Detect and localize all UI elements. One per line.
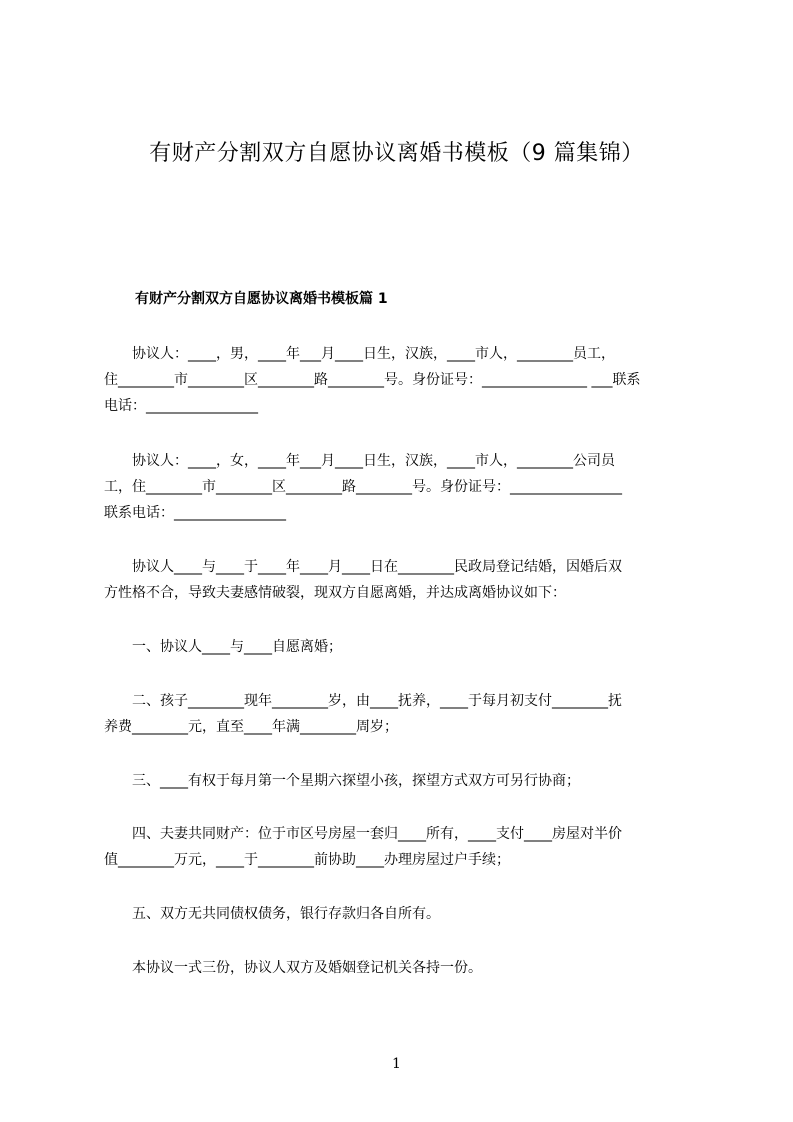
paragraph-party-male xyxy=(104,341,700,419)
paragraph-line: 五、双方无共同债权债务，银行存款归各自所有。 xyxy=(104,906,440,922)
section-heading: 有财产分割双方自愿协议离婚书模板篇 1 xyxy=(135,291,388,307)
paragraph-line: 住________市________区________路________号。身份证号：_______________ ___联系 xyxy=(104,372,641,388)
paragraph-line: 本协议一式三份，协议人双方及婚姻登记机关各持一份。 xyxy=(104,960,482,976)
paragraph-marriage-background xyxy=(104,554,700,606)
paragraph-line: 值________万元，____于________前协助____办理房屋过户手续； xyxy=(104,852,510,868)
paragraph-party-female xyxy=(104,448,700,526)
paragraph-line: 电话：________________ xyxy=(104,398,258,414)
paragraph-line: 养费________元，直至____年满________周岁； xyxy=(104,719,398,735)
paragraph-line: 联系电话：________________ xyxy=(104,505,286,521)
paragraph-line: 协议人____与____于____年____月____日在________民政局登记结婚，因婚后双 xyxy=(104,559,622,575)
paragraph-line: 工，住________市________区________路________号。身份证号：________________ xyxy=(104,479,622,495)
paragraph-line: 一、协议人____与____自愿离婚； xyxy=(104,639,342,655)
paragraph-line: 方性格不合，导致夫妻感情破裂，现双方自愿离婚，并达成离婚协议如下： xyxy=(104,585,566,601)
clause-1 xyxy=(104,634,700,660)
paragraph-line: 协议人：____，男，____年___月____日生，汉族，____市人，________员工， xyxy=(104,346,615,362)
paragraph-line: 协议人：____，女，____年___月____日生，汉族，____市人，________公司员 xyxy=(104,453,615,469)
paragraph-line: 四、夫妻共同财产：位于市区号房屋一套归____所有，____支付____房屋对半价 xyxy=(104,826,622,842)
paragraph-line: 三、____有权于每月第一个星期六探望小孩，探望方式双方可另行协商； xyxy=(104,773,580,789)
clause-3 xyxy=(104,768,700,794)
paragraph-line: 二、孩子________现年________岁，由____抚养，____于每月初支付________抚 xyxy=(104,693,622,709)
document-title: 有财产分割双方自愿协议离婚书模板（9 篇集锦） xyxy=(149,141,644,166)
clause-4 xyxy=(104,821,700,873)
closing-statement xyxy=(104,955,700,981)
clause-5 xyxy=(104,901,700,927)
page-number: 1 xyxy=(392,1056,401,1072)
clause-2 xyxy=(104,688,700,740)
